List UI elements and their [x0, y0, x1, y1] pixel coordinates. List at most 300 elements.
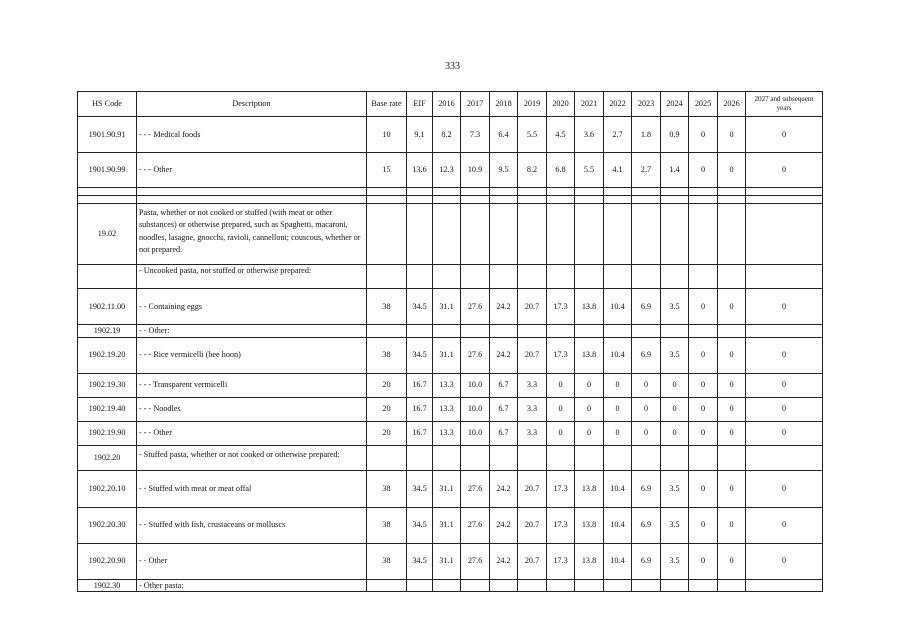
rate-cell: 20.7 [518, 507, 547, 543]
rate-cell [461, 325, 490, 338]
rate-cell: 0 [689, 117, 718, 153]
column-header: 2024 [661, 92, 689, 117]
rate-cell: 0 [718, 397, 746, 421]
hs-code-cell: 1902.20 [78, 445, 137, 470]
rate-cell [746, 265, 823, 289]
rate-cell [407, 204, 433, 265]
table-row [78, 397, 823, 421]
rate-cell: 5.5 [575, 153, 604, 188]
description-cell: - - Stuffed with meat or meat offal [137, 470, 367, 507]
rate-cell: 24.2 [490, 337, 518, 373]
rate-cell: 31.1 [433, 543, 461, 579]
rate-cell [632, 445, 661, 470]
table-row [78, 507, 823, 543]
description-cell: - - - Other [137, 421, 367, 445]
rate-cell: 16.7 [407, 373, 433, 397]
rate-cell [604, 579, 632, 592]
rate-cell [433, 579, 461, 592]
description-cell [137, 196, 367, 204]
rate-cell: 10.4 [604, 507, 632, 543]
description-cell: - - - Medical foods [137, 117, 367, 153]
rate-cell: 27.6 [461, 337, 490, 373]
rate-cell: 0 [746, 153, 823, 188]
rate-cell: 0 [746, 397, 823, 421]
rate-cell: 13.3 [433, 397, 461, 421]
rate-cell [575, 445, 604, 470]
table-row [78, 325, 823, 338]
tariff-schedule-table [77, 91, 823, 592]
rate-cell [746, 204, 823, 265]
rate-cell: 20 [367, 373, 407, 397]
rate-cell: 10 [367, 117, 407, 153]
rate-cell: 24.2 [490, 470, 518, 507]
rate-cell: 0 [575, 397, 604, 421]
rate-cell [632, 204, 661, 265]
page-number: 333 [445, 61, 460, 72]
column-header: 2020 [547, 92, 575, 117]
rate-cell [632, 196, 661, 204]
rate-cell: 4.5 [547, 117, 575, 153]
rate-cell: 0 [689, 507, 718, 543]
rate-cell: 0 [689, 337, 718, 373]
hs-code-cell [78, 188, 137, 196]
rate-cell [718, 325, 746, 338]
rate-cell: 13.3 [433, 373, 461, 397]
rate-cell: 0 [746, 543, 823, 579]
rate-cell [367, 325, 407, 338]
rate-cell: 0 [689, 373, 718, 397]
rate-cell [433, 265, 461, 289]
rate-cell: 6.7 [490, 397, 518, 421]
rate-cell: 0 [604, 373, 632, 397]
rate-cell [547, 445, 575, 470]
rate-cell [604, 204, 632, 265]
rate-cell: 13.3 [433, 421, 461, 445]
rate-cell [490, 579, 518, 592]
rate-cell [518, 196, 547, 204]
hs-code-cell: 1902.30 [78, 579, 137, 592]
rate-cell [367, 188, 407, 196]
rate-cell: 27.6 [461, 289, 490, 325]
rate-cell: 0 [632, 397, 661, 421]
rate-cell [661, 265, 689, 289]
rate-cell [661, 196, 689, 204]
rate-cell [490, 204, 518, 265]
rate-cell [604, 265, 632, 289]
rate-cell [367, 579, 407, 592]
rate-cell [547, 265, 575, 289]
rate-cell [604, 325, 632, 338]
rate-cell: 0 [604, 421, 632, 445]
rate-cell [575, 579, 604, 592]
rate-cell: 9.1 [407, 117, 433, 153]
rate-cell [547, 325, 575, 338]
rate-cell: 9.5 [490, 153, 518, 188]
rate-cell: 0 [604, 397, 632, 421]
column-header: 2017 [461, 92, 490, 117]
rate-cell: 31.1 [433, 289, 461, 325]
rate-cell [518, 579, 547, 592]
rate-cell: 38 [367, 337, 407, 373]
rate-cell [746, 188, 823, 196]
description-cell: - - - Rice vermicelli (bee hoon) [137, 337, 367, 373]
rate-cell: 10.4 [604, 337, 632, 373]
rate-cell: 6.4 [490, 117, 518, 153]
rate-cell [689, 204, 718, 265]
rate-cell [575, 325, 604, 338]
rate-cell [718, 265, 746, 289]
column-header: 2025 [689, 92, 718, 117]
column-header: Description [137, 92, 367, 117]
rate-cell: 34.5 [407, 289, 433, 325]
rate-cell [746, 579, 823, 592]
rate-cell [518, 204, 547, 265]
rate-cell [461, 204, 490, 265]
rate-cell: 0 [547, 421, 575, 445]
rate-cell: 24.2 [490, 543, 518, 579]
rate-cell: 3.5 [661, 289, 689, 325]
rate-cell: 0 [718, 507, 746, 543]
rate-cell [547, 204, 575, 265]
rate-cell [547, 196, 575, 204]
hs-code-cell: 1902.19 [78, 325, 137, 338]
hs-code-cell: 1902.11.00 [78, 289, 137, 325]
rate-cell: 7.3 [461, 117, 490, 153]
rate-cell: 34.5 [407, 543, 433, 579]
rate-cell [718, 188, 746, 196]
table-row [78, 265, 823, 289]
column-header: 2019 [518, 92, 547, 117]
rate-cell: 0 [632, 421, 661, 445]
rate-cell: 38 [367, 507, 407, 543]
rate-cell: 3.3 [518, 421, 547, 445]
rate-cell [746, 325, 823, 338]
description-cell: - Other pasta: [137, 579, 367, 592]
hs-code-cell: 1902.20.30 [78, 507, 137, 543]
hs-code-cell: 1902.20.90 [78, 543, 137, 579]
hs-code-cell: 1902.19.40 [78, 397, 137, 421]
rate-cell [518, 188, 547, 196]
rate-cell: 0 [718, 289, 746, 325]
rate-cell: 13.6 [407, 153, 433, 188]
rate-cell: 6.8 [547, 153, 575, 188]
rate-cell [746, 196, 823, 204]
description-cell: - - - Noodles [137, 397, 367, 421]
column-header: 2023 [632, 92, 661, 117]
column-header: 2018 [490, 92, 518, 117]
rate-cell: 20 [367, 421, 407, 445]
rate-cell: 0 [746, 507, 823, 543]
rate-cell: 0 [746, 117, 823, 153]
rate-cell: 0 [689, 289, 718, 325]
table-row [78, 445, 823, 470]
rate-cell: 17.3 [547, 507, 575, 543]
rate-cell [661, 445, 689, 470]
description-cell: Pasta, whether or not cooked or stuffed (with meat or other substances) or otherwise prepared, such as Spaghetti, macaroni, noodles, lasagne, gnocchi, ravioli, cannelloni; couscous, whether or not prepared. [137, 204, 367, 265]
rate-cell [490, 265, 518, 289]
rate-cell: 0 [575, 373, 604, 397]
rate-cell [632, 325, 661, 338]
description-cell: - Uncooked pasta, not stuffed or otherwise prepared: [137, 265, 367, 289]
rate-cell: 34.5 [407, 470, 433, 507]
rate-cell [407, 196, 433, 204]
rate-cell: 3.5 [661, 470, 689, 507]
rate-cell: 38 [367, 470, 407, 507]
table-header-row [78, 92, 823, 117]
rate-cell [490, 445, 518, 470]
rate-cell [661, 188, 689, 196]
rate-cell [575, 265, 604, 289]
rate-cell: 31.1 [433, 470, 461, 507]
rate-cell: 0 [746, 470, 823, 507]
rate-cell: 0 [746, 373, 823, 397]
rate-cell: 0 [718, 153, 746, 188]
rate-cell: 38 [367, 289, 407, 325]
rate-cell [661, 325, 689, 338]
rate-cell [461, 196, 490, 204]
rate-cell: 0 [718, 543, 746, 579]
table-row [78, 204, 823, 265]
hs-code-cell: 1902.19.90 [78, 421, 137, 445]
rate-cell [689, 325, 718, 338]
rate-cell: 10.0 [461, 421, 490, 445]
rate-cell: 10.0 [461, 397, 490, 421]
rate-cell [407, 265, 433, 289]
rate-cell: 10.4 [604, 470, 632, 507]
rate-cell: 0 [746, 421, 823, 445]
rate-cell: 0 [689, 153, 718, 188]
rate-cell [575, 204, 604, 265]
rate-cell: 0 [661, 373, 689, 397]
rate-cell: 8.2 [433, 117, 461, 153]
rate-cell: 0 [718, 117, 746, 153]
rate-cell: 34.5 [407, 507, 433, 543]
description-cell [137, 188, 367, 196]
rate-cell: 0 [718, 337, 746, 373]
rate-cell [689, 196, 718, 204]
description-cell: - - Other [137, 543, 367, 579]
table-row [78, 117, 823, 153]
rate-cell [661, 204, 689, 265]
description-cell: - Stuffed pasta, whether or not cooked or otherwise prepared: [137, 445, 367, 470]
rate-cell: 0 [746, 289, 823, 325]
rate-cell: 0 [661, 421, 689, 445]
description-cell: - - - Other [137, 153, 367, 188]
rate-cell: 3.5 [661, 507, 689, 543]
column-header: Base rate [367, 92, 407, 117]
hs-code-cell [78, 265, 137, 289]
description-cell: - - - Transparent vermicelli [137, 373, 367, 397]
column-header: 2021 [575, 92, 604, 117]
rate-cell [407, 325, 433, 338]
rate-cell [604, 445, 632, 470]
rate-cell: 17.3 [547, 289, 575, 325]
rate-cell: 1.8 [632, 117, 661, 153]
rate-cell [632, 579, 661, 592]
column-header: HS Code [78, 92, 137, 117]
rate-cell: 6.9 [632, 470, 661, 507]
table-row [78, 153, 823, 188]
rate-cell [433, 204, 461, 265]
column-header: EIF [407, 92, 433, 117]
table-row [78, 543, 823, 579]
rate-cell [407, 445, 433, 470]
rate-cell [547, 579, 575, 592]
rate-cell: 13.8 [575, 543, 604, 579]
table-row [78, 470, 823, 507]
rate-cell [718, 445, 746, 470]
rate-cell: 15 [367, 153, 407, 188]
rate-cell [718, 196, 746, 204]
rate-cell: 3.3 [518, 373, 547, 397]
hs-code-cell [78, 196, 137, 204]
column-header: 2016 [433, 92, 461, 117]
rate-cell [367, 204, 407, 265]
rate-cell: 16.7 [407, 421, 433, 445]
rate-cell: 6.9 [632, 337, 661, 373]
rate-cell: 0 [575, 421, 604, 445]
rate-cell: 3.3 [518, 397, 547, 421]
table-row [78, 337, 823, 373]
rate-cell: 13.8 [575, 337, 604, 373]
rate-cell [518, 325, 547, 338]
rate-cell: 10.4 [604, 289, 632, 325]
rate-cell [632, 188, 661, 196]
rate-cell [518, 445, 547, 470]
rate-cell: 31.1 [433, 507, 461, 543]
rate-cell: 27.6 [461, 470, 490, 507]
rate-cell: 8.2 [518, 153, 547, 188]
rate-cell [433, 445, 461, 470]
rate-cell: 0 [746, 337, 823, 373]
rate-cell [746, 445, 823, 470]
rate-cell: 12.3 [433, 153, 461, 188]
description-cell: - - Other: [137, 325, 367, 338]
rate-cell: 6.9 [632, 289, 661, 325]
rate-cell: 0 [661, 397, 689, 421]
column-header: 2026 [718, 92, 746, 117]
rate-cell: 0 [689, 397, 718, 421]
rate-cell [632, 265, 661, 289]
rate-cell [461, 265, 490, 289]
rate-cell: 0 [632, 373, 661, 397]
rate-cell: 34.5 [407, 337, 433, 373]
rate-cell: 20.7 [518, 337, 547, 373]
rate-cell [367, 265, 407, 289]
rate-cell [718, 579, 746, 592]
hs-code-cell: 1902.20.10 [78, 470, 137, 507]
rate-cell [689, 445, 718, 470]
rate-cell: 3.6 [575, 117, 604, 153]
rate-cell [461, 445, 490, 470]
rate-cell: 6.9 [632, 543, 661, 579]
rate-cell: 13.8 [575, 507, 604, 543]
rate-cell [433, 325, 461, 338]
rate-cell: 1.4 [661, 153, 689, 188]
description-cell: - - Stuffed with fish, crustaceans or molluscs [137, 507, 367, 543]
rate-cell [661, 579, 689, 592]
rate-cell: 0 [689, 470, 718, 507]
rate-cell: 0.9 [661, 117, 689, 153]
hs-code-cell: 1902.19.20 [78, 337, 137, 373]
rate-cell: 17.3 [547, 543, 575, 579]
table-row [78, 188, 823, 196]
table-row [78, 373, 823, 397]
column-header: 2022 [604, 92, 632, 117]
table-row [78, 421, 823, 445]
rate-cell [407, 188, 433, 196]
rate-cell: 17.3 [547, 470, 575, 507]
rate-cell [604, 188, 632, 196]
rate-cell: 2.7 [632, 153, 661, 188]
rate-cell: 20.7 [518, 543, 547, 579]
rate-cell [718, 204, 746, 265]
rate-cell [575, 196, 604, 204]
hs-code-cell: 1901.90.91 [78, 117, 137, 153]
rate-cell: 0 [718, 470, 746, 507]
rate-cell [433, 196, 461, 204]
description-cell: - - Containing eggs [137, 289, 367, 325]
rate-cell [689, 265, 718, 289]
rate-cell: 17.3 [547, 337, 575, 373]
rate-cell: 0 [547, 397, 575, 421]
rate-cell [547, 188, 575, 196]
rate-cell [461, 188, 490, 196]
rate-cell: 0 [547, 373, 575, 397]
rate-cell [461, 579, 490, 592]
rate-cell [518, 265, 547, 289]
rate-cell: 27.6 [461, 543, 490, 579]
rate-cell [689, 188, 718, 196]
rate-cell: 3.5 [661, 337, 689, 373]
rate-cell: 13.8 [575, 470, 604, 507]
rate-cell: 0 [689, 543, 718, 579]
rate-cell: 0 [689, 421, 718, 445]
rate-cell: 38 [367, 543, 407, 579]
rate-cell: 24.2 [490, 507, 518, 543]
rate-cell: 6.9 [632, 507, 661, 543]
rate-cell [407, 579, 433, 592]
rate-cell: 0 [718, 373, 746, 397]
rate-cell: 2.7 [604, 117, 632, 153]
rate-cell: 3.5 [661, 543, 689, 579]
rate-cell: 10.4 [604, 543, 632, 579]
rate-cell [490, 188, 518, 196]
rate-cell: 20.7 [518, 470, 547, 507]
rate-cell [367, 196, 407, 204]
rate-cell: 6.7 [490, 421, 518, 445]
hs-code-cell: 1901.90.99 [78, 153, 137, 188]
hs-code-cell: 19.02 [78, 204, 137, 265]
table-row [78, 196, 823, 204]
column-header: 2027 and subsequent years [746, 92, 823, 117]
rate-cell: 31.1 [433, 337, 461, 373]
rate-cell [604, 196, 632, 204]
rate-cell: 16.7 [407, 397, 433, 421]
rate-cell [689, 579, 718, 592]
rate-cell [367, 445, 407, 470]
rate-cell [490, 325, 518, 338]
rate-cell: 5.5 [518, 117, 547, 153]
rate-cell [490, 196, 518, 204]
rate-cell: 10.9 [461, 153, 490, 188]
rate-cell [433, 188, 461, 196]
table-row [78, 579, 823, 592]
hs-code-cell: 1902.19.30 [78, 373, 137, 397]
rate-cell: 24.2 [490, 289, 518, 325]
rate-cell [575, 188, 604, 196]
rate-cell: 4.1 [604, 153, 632, 188]
